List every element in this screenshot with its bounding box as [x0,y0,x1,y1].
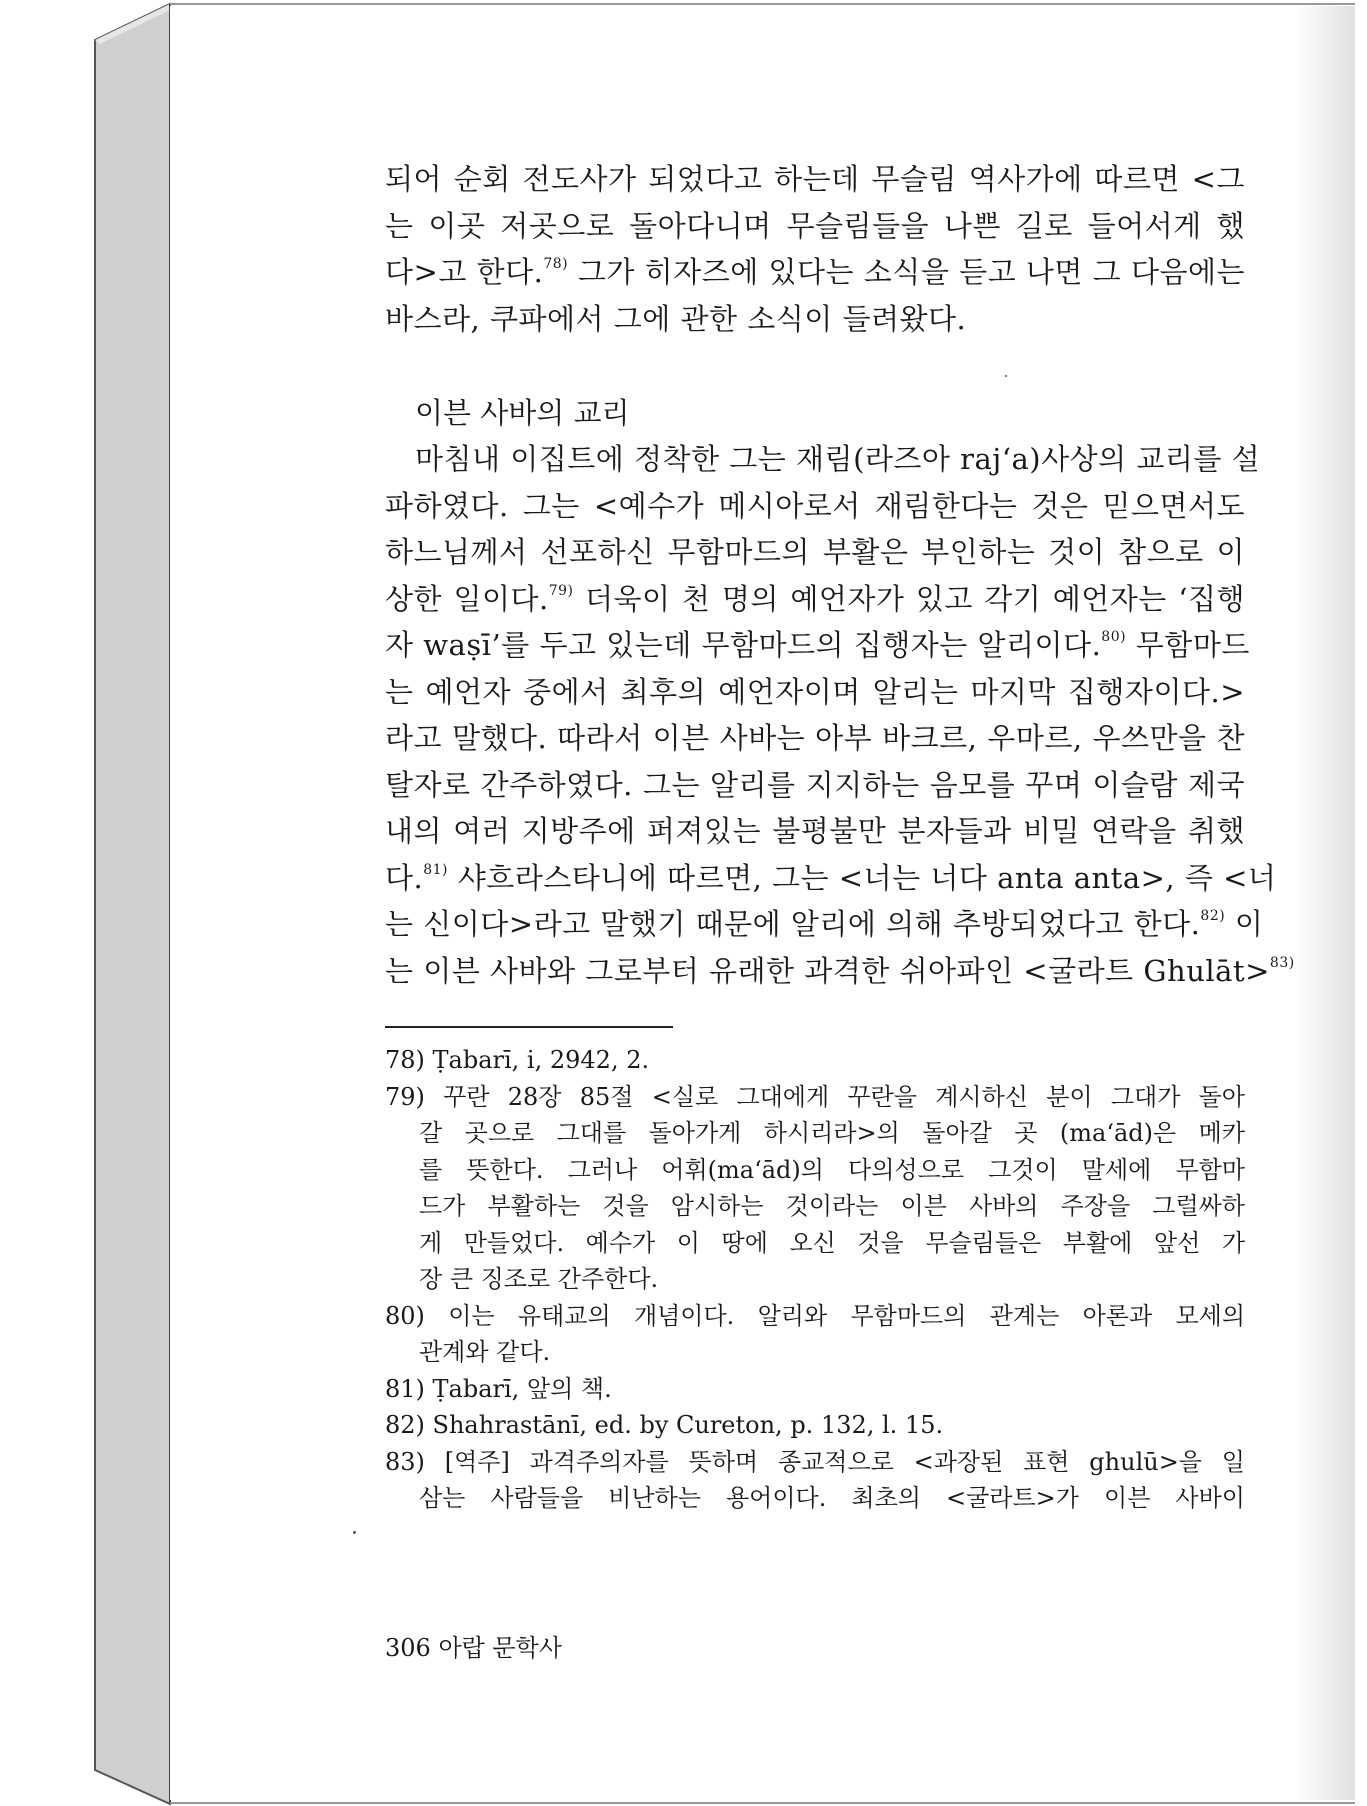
footnote-79-cont: 장 큰 징조로 간주한다. [419,1265,659,1293]
body-text: 다. [385,860,424,895]
footnote-ref: 80) [1101,629,1127,645]
body-line: 하느님께서 선포하신 무함마드의 부활은 부인하는 것이 참으로 이 [385,535,1245,569]
body-text: 이 [1225,907,1264,941]
scan-speck [1005,375,1007,377]
footnote-79-cont: 갈 곳으로 그대를 돌아가게 하시리라>의 돌아갈 곳 (ma‘ād)은 메카 [419,1119,1245,1147]
footnote-79-cont: 게 만들었다. 예수가 이 땅에 오신 것을 무슬림들은 부활에 앞선 가 [419,1228,1245,1257]
body-text: 상한 일이다. [385,581,549,616]
footnote-ref: 81) [423,861,449,878]
book-page [170,6,1355,1800]
body-line: 탈자로 간주하였다. 그는 알리를 지지하는 음모를 꾸며 이슬람 제국 [385,767,1245,802]
footnote-divider [385,1026,673,1028]
footnote-80: 80) 이는 유태교의 개념이다. 알리와 무함마드의 관계는 아론과 모세의 [385,1301,1245,1330]
footnote-79: 79) 꾸란 28장 85절 <실로 그대에게 꾸란을 계시하신 분이 그대가 돌아 [385,1082,1245,1111]
body-line: 바스라, 쿠파에서 그에 관한 소식이 들려왔다. [385,301,967,336]
footnote-79-cont: 를 뜻한다. 그러나 어휘(ma‘ād)의 다의성으로 그것이 말세에 무함마 [419,1155,1245,1184]
body-text: 는 이븐 사바와 그로부터 유래한 과격한 쉬아파인 <굴라트 Ghulāt> [385,953,1270,988]
footnote-ref: 78) [543,256,569,272]
body-line [385,576,1245,623]
scan-speck [353,1531,356,1534]
footnote-79-cont: 드가 부활하는 것을 암시하는 것이라는 이븐 사바의 주장을 그럴싸하 [419,1192,1245,1220]
footnote-81: 81) Ṭabarī, 앞의 책. [385,1374,612,1403]
footnote-ref: 83) [1269,954,1295,971]
footnotes [385,1042,1245,1517]
body-line: 라고 말했다. 따라서 이븐 사바는 아부 바크르, 우마르, 우쓰만을 찬 [385,721,1245,755]
body-line [385,855,1277,902]
body-text: 다>고 한다. [385,255,544,289]
body-line: 파하였다. 그는 <예수가 메시아로서 재림한다는 것은 믿으면서도 [385,488,1245,523]
body-line [385,948,1295,995]
body-line: 는 이곳 저곳으로 돌아다니며 무슬림들을 나쁜 길로 들어서게 했 [385,208,1245,243]
footnote-78: 78) Ṭabarī, i, 2942, 2. [385,1046,650,1074]
body-text: 샤흐라스타니에 따르면, 그는 <너는 너다 anta anta>, 즉 <너 [448,860,1277,895]
body-line: 는 예언자 중에서 최후의 예언자이며 알리는 마지막 집행자이다.> [385,674,1245,709]
body-line [385,901,1264,948]
body-text: 더욱이 천 명의 예언자가 있고 각기 예언자는 ‘집행 [573,581,1245,616]
footnote-ref: 79) [548,582,574,599]
body-text: 자 waṣī’를 두고 있는데 무함마드의 집행자는 알리이다. [385,628,1102,662]
body-line: 내의 여러 지방주에 퍼져있는 불평불만 분자들과 비밀 연락을 취했 [385,814,1245,848]
body-line: 되어 순회 전도사가 되었다고 하는데 무슬림 역사가에 따르면 <그 [385,162,1245,196]
footnote-83-cont: 삼는 사람들을 비난하는 용어이다. 최초의 <굴라트>가 이븐 사바이 [419,1484,1245,1512]
section-heading: 이븐 사바의 교리 [415,396,630,430]
page-edge-shadow [1295,6,1355,1800]
footnote-83: 83) [역주] 과격주의자를 뜻하며 종교적으로 <과장된 표현 ghulū>을 일 [385,1447,1245,1476]
body-text: 무함마드 [1126,628,1250,662]
page-text [385,156,1295,1517]
footnote-82: 82) Shahrastānī, ed. by Cureton, p. 132, l. 15. [385,1411,944,1439]
body-line: 마침내 이집트에 정착한 그는 재림(라즈아 raj‘a)사상의 교리를 설 [415,442,1261,476]
body-text: 는 신이다>라고 말했기 때문에 알리에 의해 추방되었다고 한다. [385,907,1201,941]
page-folio: 306 아랍 문학사 [385,1634,562,1662]
body-line [385,622,1250,669]
footnote-ref: 82) [1200,908,1226,924]
body-line [385,249,1245,296]
body-text: 그가 히자즈에 있다는 소식을 듣고 나면 그 다음에는 [568,255,1245,289]
footnote-80-cont: 관계와 같다. [419,1338,551,1366]
